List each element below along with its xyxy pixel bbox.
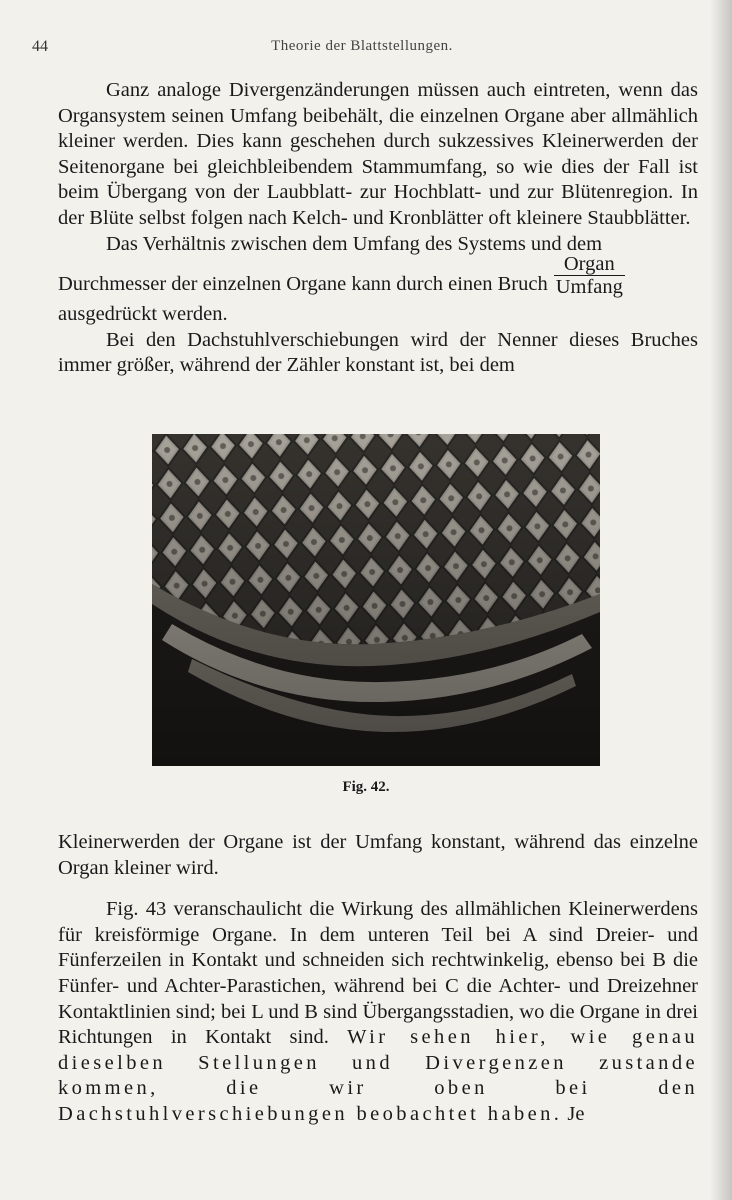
fraction-numerator: Organ <box>554 253 625 276</box>
figure-caption: Fig. 42. <box>342 779 390 795</box>
paragraph-5 <box>58 897 698 1127</box>
paragraph-5-spaced-text: Wir sehen hier, wie genau dieselben Stellungen und Divergenzen zustande kommen, die wir oben bei den Dachstuhlverschiebungen beobachtet haben. <box>58 1026 698 1125</box>
paragraph-2-line-1: Das Verhältnis zwischen dem Umfang des Systems und dem <box>106 232 603 255</box>
figure-photo-image <box>152 434 600 766</box>
paragraph-2-formula-line <box>58 253 698 308</box>
paragraph-2-line-2: Durchmesser der einzelnen Organe kann durch einen Bruch <box>58 273 548 296</box>
paragraph-3: Bei den Dachstuhlverschiebungen wird der Nenner dieses Bruches immer größer, während der Zähler konstant ist, bei dem <box>58 328 698 377</box>
figure-photo <box>152 434 600 766</box>
fraction <box>554 253 625 298</box>
body-text-top <box>58 78 698 379</box>
running-title: Theorie der Blattstellungen. <box>271 38 453 54</box>
paragraph-1: Ganz analoge Divergenzänderungen müssen auch eintreten, wenn das Organsystem seinen Umfang beibehält, die einzelnen Organe aber allmählich kleiner werden. Dies kann geschehen durch sukzessives Kleinerwerden der Seitenorgane bei gleichbleibendem Stammumfang, so wie dies der Fall ist beim Übergang von der Laubblatt- zur Hochblatt- und zur Blütenregion. In der Blüte selbst folgen nach Kelch- und Kronblätter oft kleinere Staubblätter. <box>58 79 698 229</box>
paragraph-2-line-3: ausgedrückt werden. <box>58 303 228 326</box>
body-text-bottom <box>58 830 698 1128</box>
paragraph-5-text: Fig. 43 veranschaulicht die Wirkung des allmählichen Kleinerwerdens für kreisförmige Organe. In dem unteren Teil bei A sind Dreier- und Fünferzeilen in Kontakt und schneiden sich rechtwinkelig, ebenso bei B die Fünfer- und Achter-Parastichen, während bei C die Achter- und Dreizehner Kontaktlinien sind; bei L und B sind Übergangsstadien, wo die Organe in drei Richtungen in Kontakt sind. <box>58 898 698 1049</box>
page-number: 44 <box>32 38 48 55</box>
paragraph-5-end: Je <box>567 1102 585 1125</box>
paragraph-4: Kleinerwerden der Organe ist der Umfang konstant, während das einzelne Organ kleiner wird. <box>58 831 698 879</box>
page-header <box>32 38 692 58</box>
fraction-denominator: Umfang <box>555 276 623 299</box>
page-edge-shadow <box>710 0 732 1200</box>
